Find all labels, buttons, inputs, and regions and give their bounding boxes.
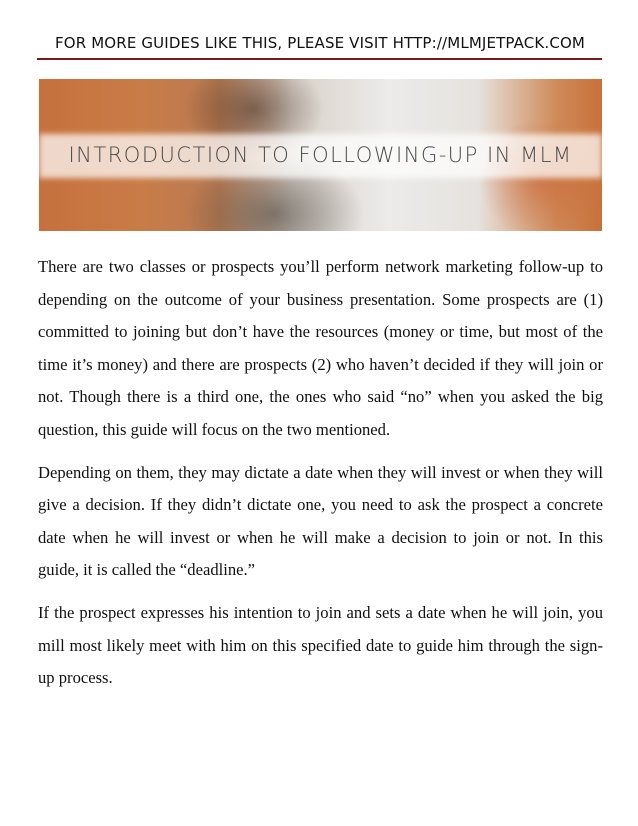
header-banner-text: FOR MORE GUIDES LIKE THIS, PLEASE VISIT HTTP://MLMJETPACK.COM bbox=[54, 34, 586, 52]
paragraph-3: If the prospect expresses his intention to join and sets a date when he will join, you mill most likely meet with him on this specified date to guide him through the sign-up process. bbox=[38, 602, 603, 688]
title-banner-image bbox=[39, 79, 602, 231]
paragraph-1: There are two classes or prospects you’ll perform network marketing follow-up to depending on the outcome of your business presentation. Some prospects are (1) committed to joining but don’t have the resources (money or time, but most of the time it’s money) and there are prospects (2) who haven’t decided if they will join or not. Though there is a third one, the ones who said “no” when you asked the big question, this guide will focus on the two mentioned. bbox=[38, 257, 603, 439]
header-divider bbox=[37, 58, 602, 60]
paragraph-2: Depending on them, they may dictate a date when they will invest or when they will give a decision. If they didn’t dictate one, you need to ask the prospect a concrete date when he will invest or when he will make a decision to join or not. In this guide, it is called the “deadline.” bbox=[38, 462, 603, 580]
document-body bbox=[38, 251, 603, 705]
banner-title: INTRODUCTION TO FOLLOWING-UP IN MLM bbox=[68, 143, 573, 167]
